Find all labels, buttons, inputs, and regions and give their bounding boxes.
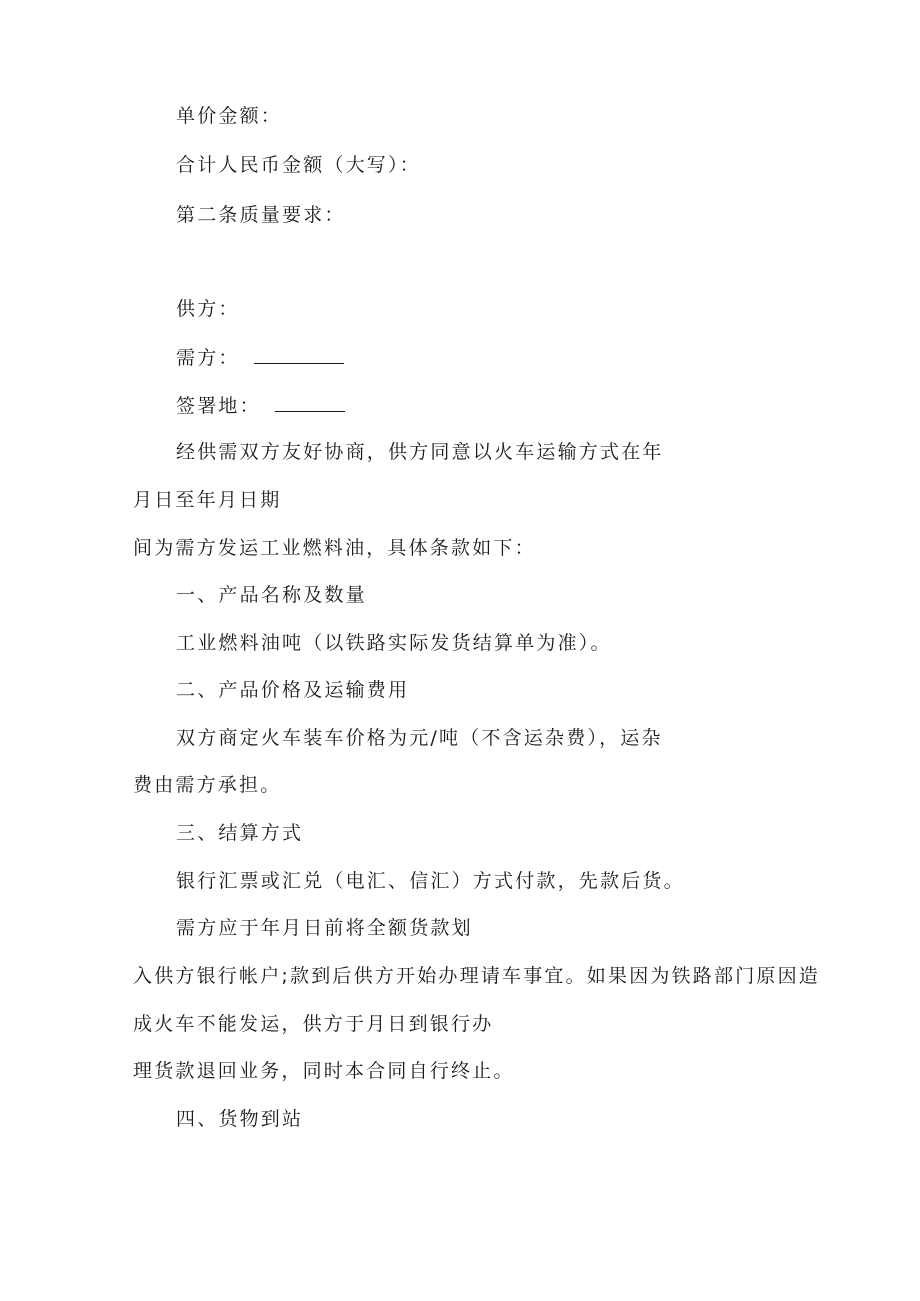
intro-paragraph-line-2: 月日至年月日期 <box>133 489 282 511</box>
quality-clause-heading: 第二条质量要求： <box>176 204 346 226</box>
buyer-label: 需方： <box>176 347 240 369</box>
section-2-body-line-1: 双方商定火车装车价格为元/吨（不含运杂费），运杂 <box>176 727 663 749</box>
section-3-body-line-5: 理货款退回业务，同时本合同自行终止。 <box>133 1060 515 1082</box>
buyer-line <box>176 345 344 370</box>
buyer-blank <box>254 345 344 364</box>
section-3-body-line-3: 入供方银行帐户;款到后供方开始办理请车事宜。如果因为铁路部门原因造 <box>133 965 821 987</box>
section-1-heading: 一、产品名称及数量 <box>176 584 367 606</box>
intro-paragraph-line-3: 间为需方发运工业燃料油，具体条款如下： <box>133 537 536 559</box>
total-amount-line: 合计人民币金额（大写）： <box>176 154 421 176</box>
signing-place-blank <box>275 393 345 412</box>
signing-place-line <box>176 393 345 418</box>
section-3-heading: 三、结算方式 <box>176 822 304 844</box>
unit-price-line: 单价金额： <box>176 105 283 127</box>
intro-paragraph-line-1: 经供需双方友好协商，供方同意以火车运输方式在年 <box>176 441 664 463</box>
section-2-body-line-2: 费由需方承担。 <box>133 774 282 796</box>
section-3-body-line-1: 银行汇票或汇兑（电汇、信汇）方式付款，先款后货。 <box>176 870 685 892</box>
section-4-heading: 四、货物到站 <box>176 1108 304 1130</box>
supplier-line: 供方： <box>176 298 240 320</box>
section-1-body: 工业燃料油吨（以铁路实际发货结算单为准）。 <box>176 632 612 654</box>
section-3-body-line-2: 需方应于年月日前将全额货款划 <box>176 917 473 939</box>
section-2-heading: 二、产品价格及运输费用 <box>176 679 410 701</box>
signing-place-label: 签署地： <box>176 395 261 417</box>
section-3-body-line-4: 成火车不能发运，供方于月日到银行办 <box>133 1013 494 1035</box>
